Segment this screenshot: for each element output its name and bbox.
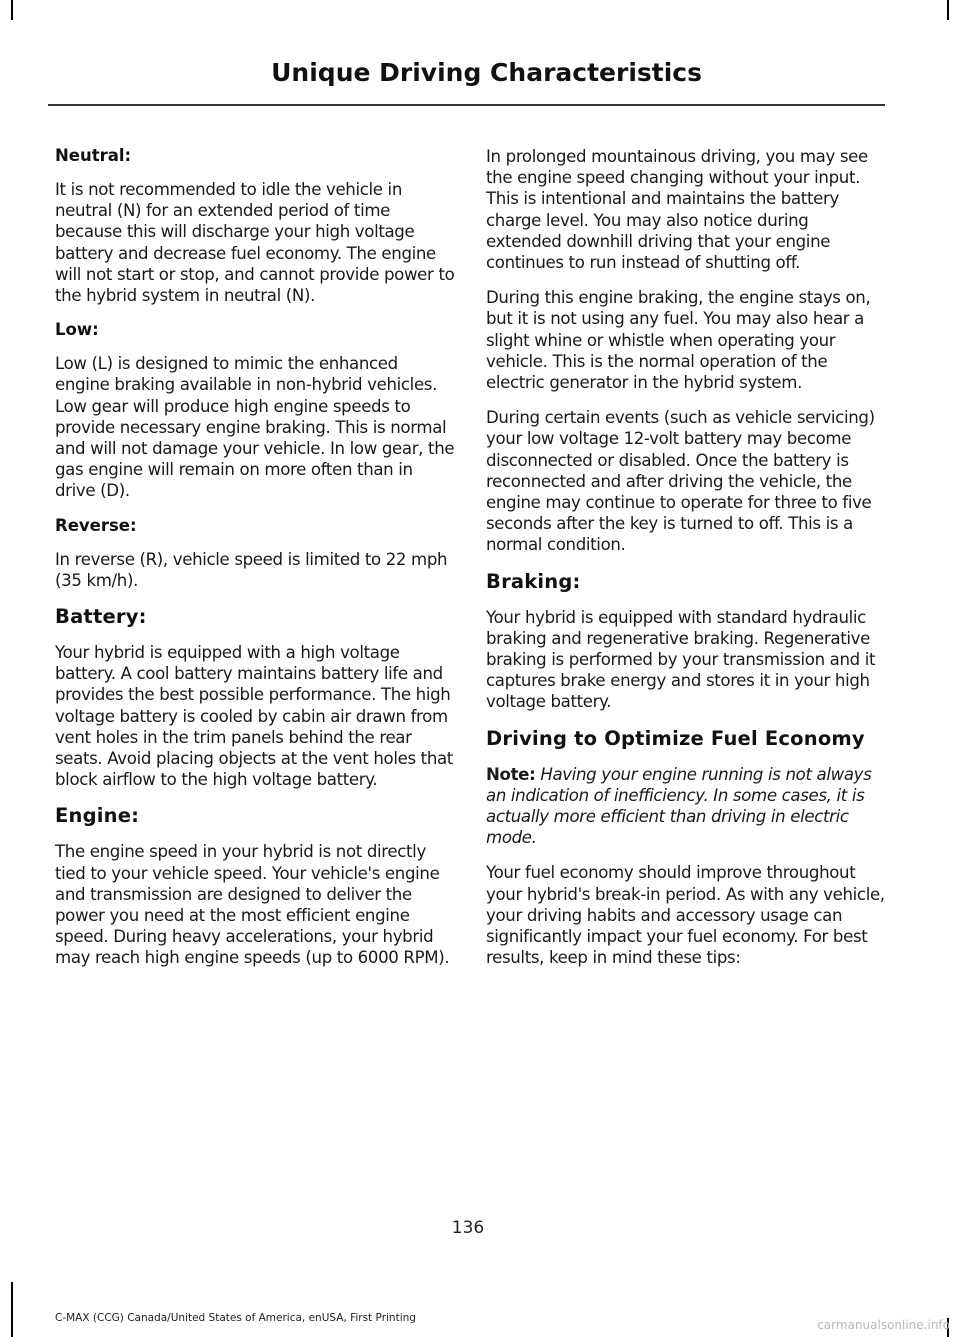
fuel-economy-paragraph: Your fuel economy should improve throughout your hybrid's break-in period. As with any vehicle, your driving habits and accessory usage can significantly impact your fuel economy. For best results, keep in mind these tips:: [486, 863, 885, 968]
crop-mark-bottom-left: [11, 1282, 13, 1337]
left-column: [55, 146, 455, 983]
reverse-heading: Reverse:: [55, 515, 137, 535]
engine-braking-paragraph: During this engine braking, the engine stays on, but it is not using any fuel. You may also hear a slight whine or whistle when operating your vehicle. This is the normal operation of the electric generator in the hybrid system.: [486, 288, 871, 393]
engine-heading: Engine:: [55, 804, 140, 828]
page-title: Unique Driving Characteristics: [271, 58, 702, 87]
crop-mark-top-right: [947, 0, 949, 20]
neutral-paragraph: It is not recommended to idle the vehicle in neutral (N) for an extended period of time because this will discharge your high voltage battery and decrease fuel economy. The engine will not start or stop, and cannot provide power to the hybrid system in neutral (N).: [55, 180, 455, 306]
right-column: [486, 146, 886, 983]
mountain-paragraph: In prolonged mountainous driving, you may see the engine speed changing without your input. This is intentional and maintains the battery charge level. You may also notice during extended downhill driving that your engine continues to run instead of shutting off.: [486, 147, 868, 273]
note-paragraph: [486, 764, 886, 849]
watermark: carmanualsonline.info: [817, 1318, 950, 1332]
note-label: Note:: [486, 764, 536, 784]
page-number: 136: [451, 1218, 485, 1238]
braking-heading: Braking:: [486, 569, 581, 593]
low-paragraph: Low (L) is designed to mimic the enhanced engine braking available in non-hybrid vehicles. Low gear will produce high engine speeds to provide necessary engine braking. This is normal and will not damage your vehicle. In low gear, the gas engine will remain on more often than in drive (D).: [55, 354, 455, 501]
braking-paragraph: Your hybrid is equipped with standard hydraulic braking and regenerative braking. Regenerative braking is performed by your transmission and it captures brake energy and stores it in your high voltage battery.: [486, 607, 876, 712]
battery-paragraph: Your hybrid is equipped with a high voltage battery. A cool battery maintains battery life and provides the best possible performance. The high voltage battery is cooled by cabin air drawn from vent holes in the trim panels behind the rear seats. Avoid placing objects at the vent holes that block airflow to the high voltage battery.: [55, 643, 453, 790]
neutral-heading: Neutral:: [55, 146, 132, 165]
battery-heading: Battery:: [55, 605, 147, 629]
events-paragraph: During certain events (such as vehicle servicing) your low voltage 12-volt battery may become disconnected or disabled. Once the battery is reconnected and after driving the vehicle, the engine may continue to operate for three to five seconds after the key is turned to off. This is a normal condition.: [486, 408, 875, 555]
crop-mark-top-left: [11, 0, 13, 20]
note-text: Having your engine running is not always an indication of inefficiency. In some cases, it is actually more efficient than driving in electric mode.: [486, 764, 872, 848]
low-heading: Low:: [55, 320, 99, 340]
fuel-economy-heading: Driving to Optimize Fuel Economy: [486, 726, 865, 750]
reverse-paragraph: In reverse (R), vehicle speed is limited to 22 mph (35 km/h).: [55, 549, 448, 590]
engine-paragraph: The engine speed in your hybrid is not directly tied to your vehicle speed. Your vehicle's engine and transmission are designed to deliver the power you need at the most efficient engine speed. During heavy accelerations, your hybrid may reach high engine speeds (up to 6000 RPM).: [55, 842, 450, 968]
header-divider: [48, 104, 885, 106]
footer-publication-info: C-MAX (CCG) Canada/United States of America, enUSA, First Printing: [55, 1312, 416, 1324]
